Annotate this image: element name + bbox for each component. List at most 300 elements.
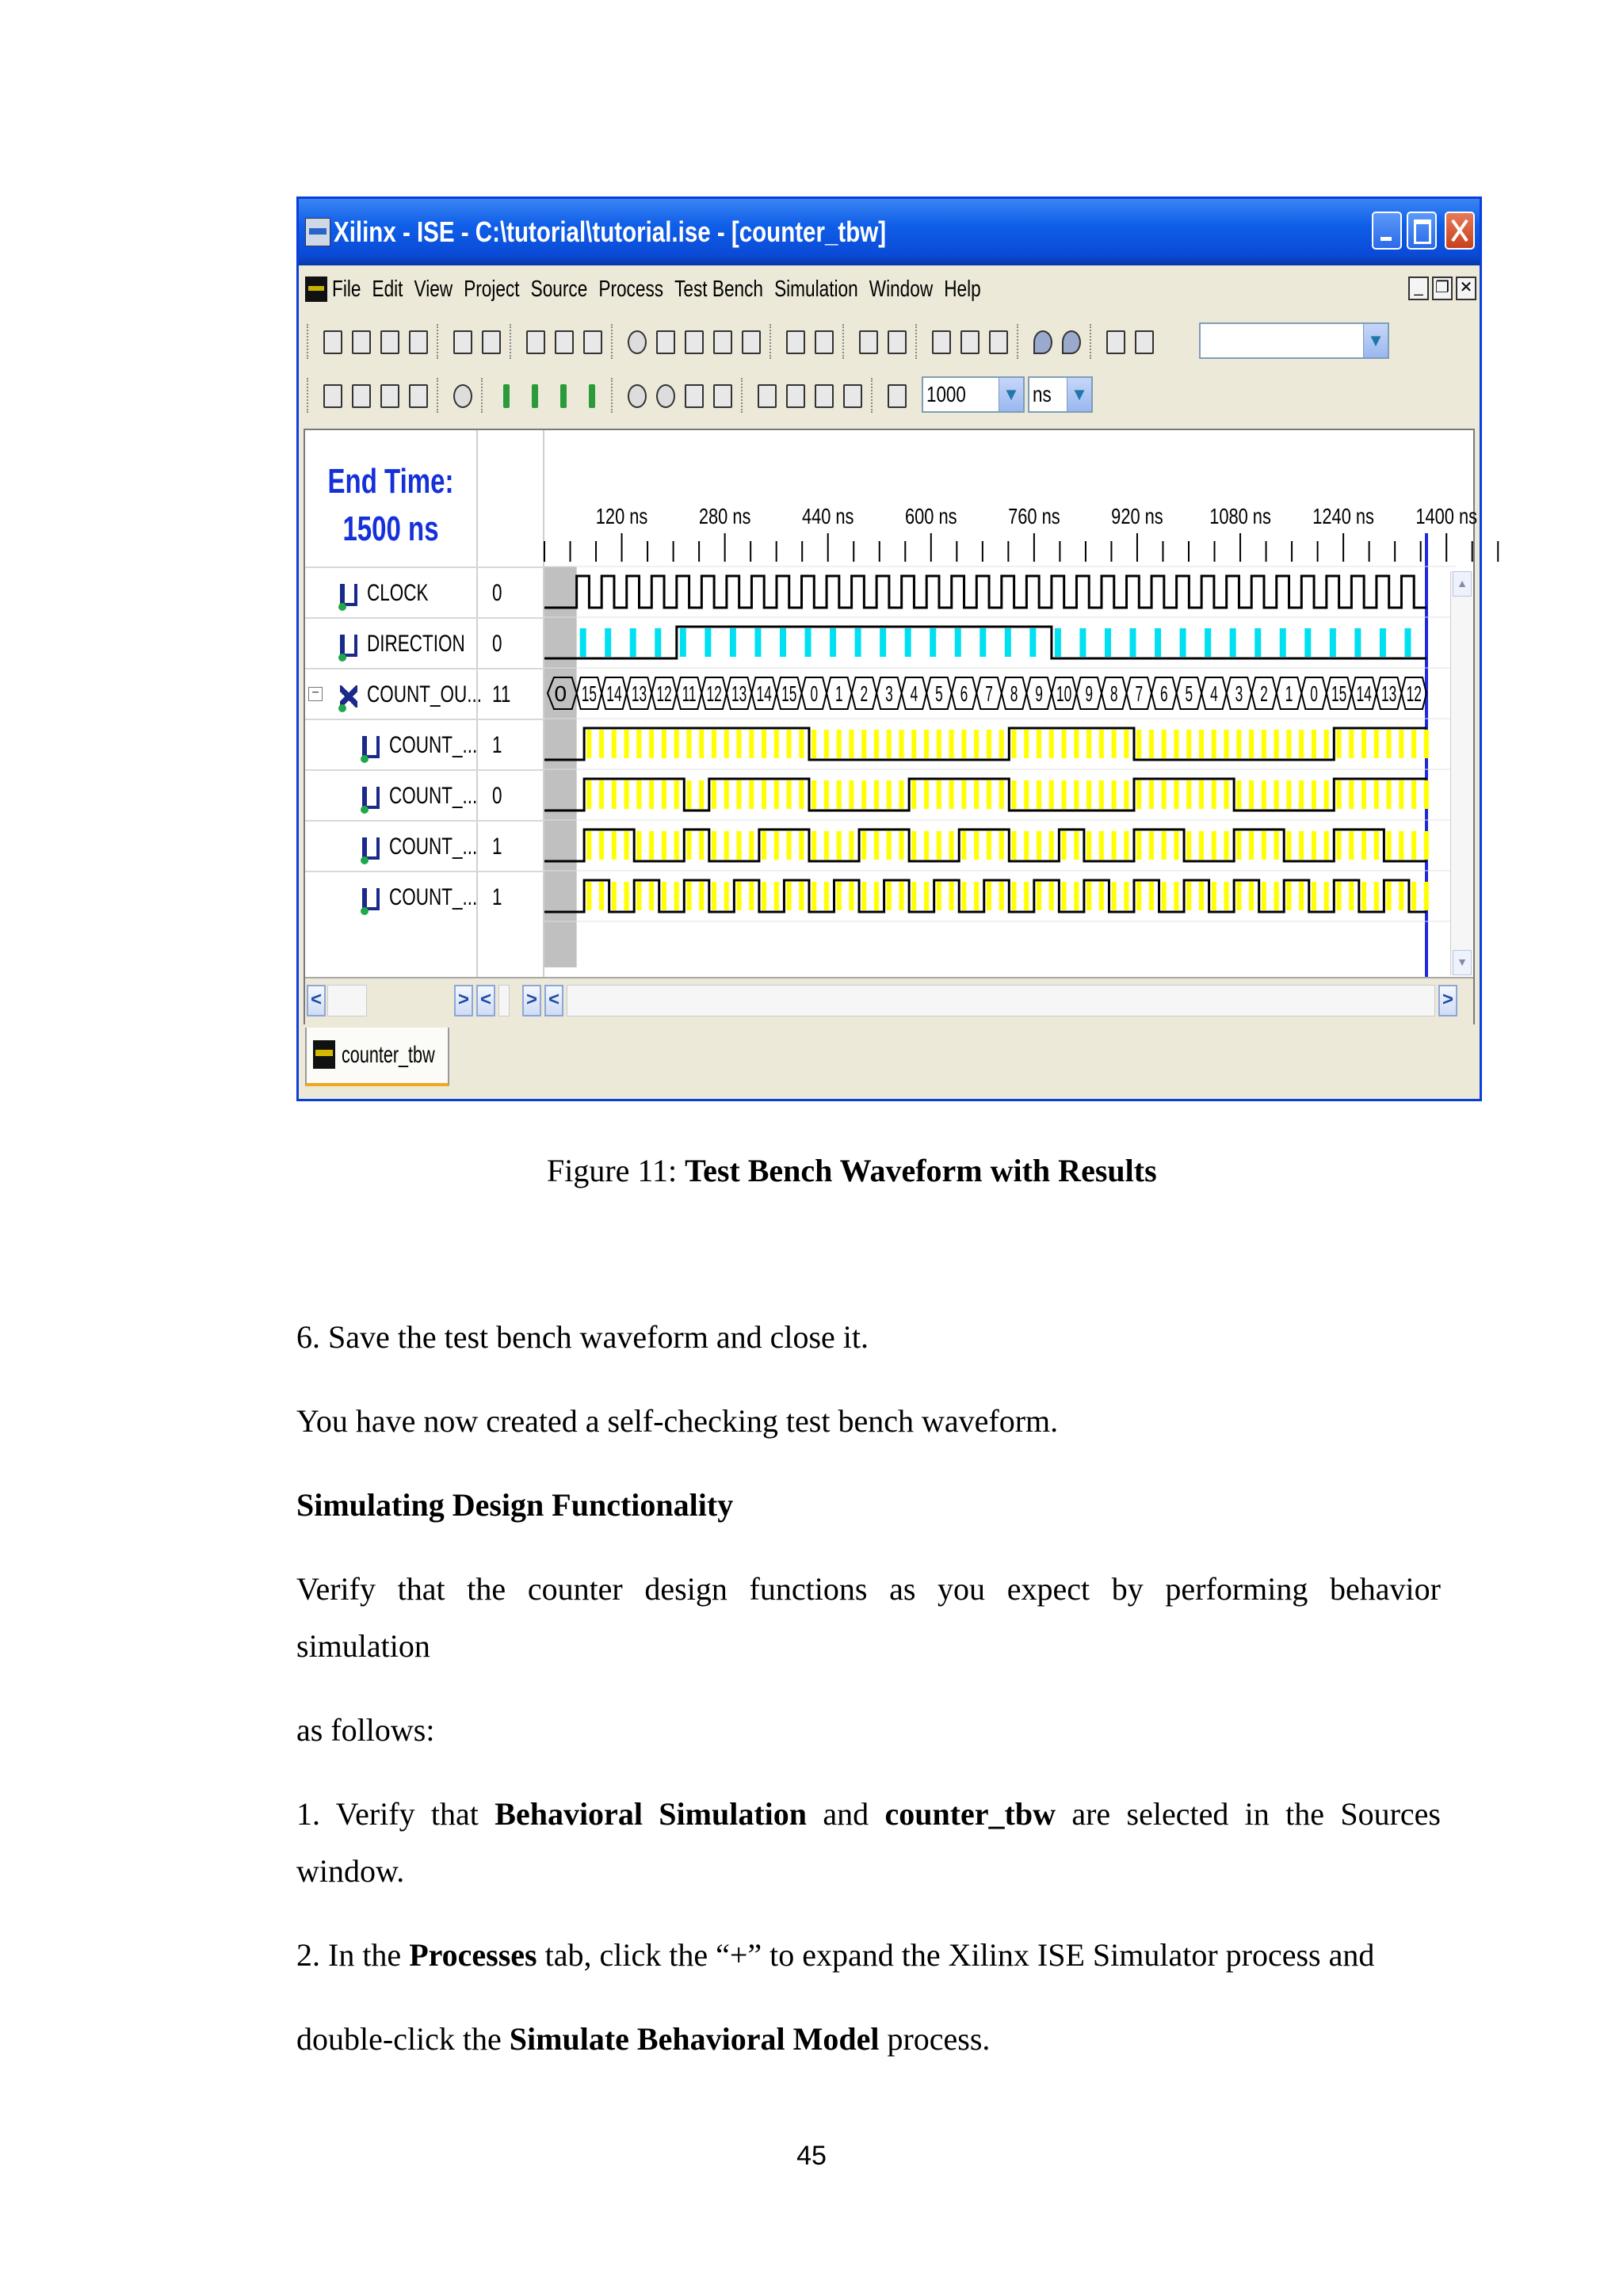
zoom-in-icon[interactable] <box>624 378 649 413</box>
play-icon[interactable] <box>839 378 865 413</box>
signal-row[interactable] <box>305 769 544 820</box>
maximize-button[interactable] <box>1407 212 1437 250</box>
count-bit-stimulus-mark <box>887 831 892 860</box>
count-bit-stimulus-mark <box>1174 780 1178 809</box>
run-for-time-icon[interactable] <box>884 378 909 413</box>
direction-stimulus-mark <box>1155 628 1161 657</box>
count-bit-stimulus-mark <box>1049 882 1054 910</box>
count-bit-stimulus-mark <box>712 780 716 809</box>
menu-file[interactable]: File <box>332 277 361 302</box>
count-bit-stimulus-mark <box>1236 882 1241 910</box>
bit-signal-icon <box>362 731 386 763</box>
count-bit-stimulus-mark <box>961 730 966 758</box>
search-combo[interactable] <box>1199 322 1389 359</box>
time-tick-label: 440 ns <box>801 504 854 529</box>
count-bit-stimulus-mark <box>1361 831 1366 860</box>
count-bit-stimulus-mark <box>1274 831 1279 860</box>
count-bit-stimulus-mark <box>1299 831 1304 860</box>
document-waveform-icon[interactable] <box>305 277 327 302</box>
count-bit-stimulus-mark <box>762 882 766 910</box>
count-bit-stimulus-mark <box>1024 780 1029 809</box>
count-bit-stimulus-mark <box>1011 730 1016 758</box>
lightbulb-icon[interactable] <box>449 378 475 413</box>
count-bit-stimulus-mark <box>612 780 617 809</box>
bus-value-label: 14 <box>606 681 622 707</box>
count-bit-stimulus-mark <box>1199 730 1204 758</box>
count-bit-stimulus-mark <box>1411 882 1416 910</box>
time-tick-label: 1080 ns <box>1209 504 1271 529</box>
copy-icon[interactable] <box>957 324 982 359</box>
count-bit-stimulus-mark <box>1062 730 1067 758</box>
count-bit-stimulus-mark <box>1336 882 1341 910</box>
count-bit-stimulus-mark <box>812 780 816 809</box>
direction-stimulus-mark <box>780 628 786 657</box>
count-bit-stimulus-mark <box>1349 780 1354 809</box>
waveform-canvas[interactable] <box>544 430 1478 977</box>
section-heading: Simulating Design Functionality <box>296 1487 734 1523</box>
properties-icon[interactable] <box>579 324 605 359</box>
figure-caption <box>547 1150 1157 1192</box>
undo-icon[interactable] <box>1029 324 1055 359</box>
count-bit-stimulus-mark <box>1186 780 1191 809</box>
count-bit-stimulus-mark <box>1112 882 1117 910</box>
values-scroll-thumb[interactable] <box>498 985 510 1016</box>
bus-signal-icon <box>340 681 364 712</box>
count-bit-stimulus-mark <box>911 882 916 910</box>
count-bit-stimulus-mark <box>662 730 666 758</box>
bus-value-label: 5 <box>1185 681 1193 707</box>
count-bit-stimulus-mark <box>586 780 591 809</box>
scroll-left-icon[interactable]: < <box>307 985 326 1016</box>
help-pointer-icon[interactable] <box>884 324 909 359</box>
count-bit-stimulus-mark <box>662 780 666 809</box>
menu-view[interactable]: View <box>414 277 453 302</box>
mdi-close-button[interactable]: ✕ <box>1456 277 1476 300</box>
bus-value-label: 10 <box>1056 681 1072 707</box>
settings-gear-icon[interactable] <box>624 324 649 359</box>
count-bit-stimulus-mark <box>674 882 679 910</box>
run-time-unit-select[interactable]: ns ▼ <box>1028 376 1093 413</box>
hierarchy-refresh-icon[interactable] <box>738 324 763 359</box>
count-bit-stimulus-mark <box>961 780 966 809</box>
count-bit-stimulus-mark <box>1336 831 1341 860</box>
count-bit-stimulus-mark <box>674 780 679 809</box>
step-forward-icon[interactable] <box>579 378 605 413</box>
count-bit-stimulus-mark <box>1312 882 1316 910</box>
count-bit-stimulus-mark <box>699 780 704 809</box>
zoom-full-icon[interactable] <box>709 378 735 413</box>
menu-edit[interactable]: Edit <box>372 277 403 302</box>
hierarchy-add-icon[interactable] <box>681 324 706 359</box>
time-tick-label: 1400 ns <box>1415 504 1478 529</box>
signal-name: COUNT_OU... <box>367 681 483 707</box>
scroll-up-icon[interactable]: ▲ <box>1453 571 1472 597</box>
direction-stimulus-mark <box>580 628 586 657</box>
count-bit-stimulus-mark <box>1286 882 1291 910</box>
count-bit-stimulus-mark <box>949 780 954 809</box>
count-bit-stimulus-mark <box>1062 780 1067 809</box>
signal-name: COUNT_... <box>389 732 478 758</box>
count-bit-stimulus-mark <box>624 780 629 809</box>
count-bit-stimulus-mark <box>1236 730 1241 758</box>
count-bit-stimulus-mark <box>1049 831 1054 860</box>
bit-signal-icon <box>362 883 386 915</box>
signal-row[interactable] <box>305 617 544 668</box>
count-bit-stimulus-mark <box>1174 831 1178 860</box>
count-bit-stimulus-mark <box>774 730 779 758</box>
print-preview-icon[interactable] <box>478 324 503 359</box>
count-bit-stimulus-mark <box>899 730 904 758</box>
count-bit-stimulus-mark <box>662 882 666 910</box>
refresh-icon[interactable] <box>811 324 836 359</box>
paste-icon[interactable] <box>985 324 1010 359</box>
count-bit-stimulus-mark <box>1124 831 1128 860</box>
count-bit-stimulus-mark <box>749 882 754 910</box>
count-bit-stimulus-mark <box>812 882 816 910</box>
time-tick-label: 920 ns <box>1111 504 1163 529</box>
ise-window <box>296 196 1482 1101</box>
direction-stimulus-mark <box>1055 628 1061 657</box>
count-bit-stimulus-mark <box>887 730 892 758</box>
time-tick-label: 1240 ns <box>1312 504 1374 529</box>
count-bit-stimulus-mark <box>849 730 854 758</box>
count-bit-stimulus-mark <box>1411 780 1416 809</box>
clock-trace <box>544 576 1426 608</box>
count-bit-stimulus-mark <box>1324 882 1329 910</box>
save-all-icon[interactable] <box>405 324 430 359</box>
count-bit-stimulus-mark <box>949 882 954 910</box>
step-1-line-2: window. <box>296 1853 405 1889</box>
step-2-line-1: 2. In the Processes tab, click the “+” to expand the Xilinx ISE Simulator process and <box>296 1937 1375 1973</box>
count-bit-stimulus-mark <box>636 882 641 910</box>
count-bit-stimulus-mark <box>824 730 829 758</box>
count-bit-stimulus-mark <box>1286 730 1291 758</box>
minimize-button[interactable] <box>1372 212 1402 250</box>
hierarchy-icon[interactable] <box>652 324 678 359</box>
mdi-minimize-button[interactable]: _ <box>1408 277 1429 300</box>
count-bit-stimulus-mark <box>1361 882 1366 910</box>
bus-value-label: 15 <box>581 681 598 707</box>
new-file-icon[interactable] <box>319 324 345 359</box>
count-bit-stimulus-mark <box>1136 831 1141 860</box>
count-bit-stimulus-mark <box>1424 780 1429 809</box>
count-bit-stimulus-mark <box>724 730 729 758</box>
count-bit-stimulus-mark <box>1112 780 1117 809</box>
count-bit-stimulus-mark <box>1274 780 1279 809</box>
document-tabs <box>304 1028 1475 1096</box>
signal-value: 0 <box>492 631 502 657</box>
count-bit-stimulus-mark <box>624 730 629 758</box>
step-back-icon[interactable] <box>551 378 576 413</box>
collapse-icon[interactable]: − <box>308 687 323 701</box>
ise-app-icon <box>305 218 330 246</box>
count-bit-stimulus-mark <box>1299 780 1304 809</box>
count-bit-stimulus-mark <box>824 882 829 910</box>
count-bit-stimulus-mark <box>974 831 979 860</box>
count-bit-stimulus-mark <box>1361 780 1366 809</box>
bit-signal-icon <box>362 782 386 814</box>
count-bit-stimulus-mark <box>787 730 792 758</box>
cascade-windows-icon[interactable] <box>319 378 345 413</box>
tile-horizontal-icon[interactable] <box>348 378 373 413</box>
signal-value: 1 <box>492 833 502 860</box>
count-bit-stimulus-mark <box>787 831 792 860</box>
standard-toolbar <box>299 316 1480 368</box>
tab-label: counter_tbw <box>342 1042 435 1068</box>
count-bit-stimulus-mark <box>1011 780 1016 809</box>
close-button[interactable] <box>1445 212 1475 250</box>
count-bit-stimulus-mark <box>1224 831 1229 860</box>
count-bit-stimulus-mark <box>612 831 617 860</box>
menu-list <box>332 265 992 313</box>
count-bit-stimulus-mark <box>799 780 804 809</box>
count-bit-stimulus-mark <box>974 730 979 758</box>
count-bit-stimulus-mark <box>849 831 854 860</box>
find-icon[interactable] <box>1102 324 1128 359</box>
scroll-right-icon[interactable]: > <box>522 985 541 1016</box>
print-icon[interactable] <box>449 324 475 359</box>
count-bit-stimulus-mark <box>812 730 816 758</box>
count-bit-stimulus-mark <box>599 882 604 910</box>
end-time-display <box>305 430 476 566</box>
scroll-right-icon[interactable]: > <box>1438 985 1457 1016</box>
bus-value-label: 15 <box>1331 681 1347 707</box>
count-bit-stimulus-mark <box>1374 882 1379 910</box>
count-bit-stimulus-mark <box>1399 780 1403 809</box>
edit-document-icon[interactable] <box>551 324 576 359</box>
count-bit-stimulus-mark <box>1349 882 1354 910</box>
direction-stimulus-mark <box>605 628 611 657</box>
signal-row[interactable] <box>305 719 544 769</box>
bus-value-label: 4 <box>910 681 918 707</box>
window-title: Xilinx - ISE - C:\tutorial\tutorial.ise - [counter_tbw] <box>334 215 887 248</box>
caption-prefix: Figure 11: <box>547 1153 685 1188</box>
tab-counter-tbw[interactable] <box>305 1028 449 1086</box>
count-bit-stimulus-mark <box>1024 730 1029 758</box>
count-bit-stimulus-mark <box>1186 831 1191 860</box>
direction-stimulus-mark <box>1029 628 1036 657</box>
bus-value-label: 8 <box>1010 681 1018 707</box>
signal-value: 0 <box>492 580 502 606</box>
count-bit-stimulus-mark <box>774 882 779 910</box>
count-bit-stimulus-mark <box>749 831 754 860</box>
zoom-out-icon[interactable] <box>652 378 678 413</box>
bus-value-label: 3 <box>885 681 893 707</box>
count-bit-stimulus-mark <box>686 780 691 809</box>
tile-vertical-icon[interactable] <box>376 378 402 413</box>
direction-stimulus-mark <box>930 628 936 657</box>
pause-icon[interactable] <box>782 378 808 413</box>
count-bit-stimulus-mark <box>1212 730 1216 758</box>
step-1-line-1: 1. Verify that Behavioral Simulation and counter_tbw are selected in the Sources <box>296 1796 1441 1832</box>
count-bit-stimulus-mark <box>774 831 779 860</box>
count-bit-stimulus-mark <box>899 831 904 860</box>
signal-row[interactable] <box>305 566 544 617</box>
tools-icon[interactable] <box>855 324 880 359</box>
count-bit-stimulus-mark <box>1387 780 1392 809</box>
count-bit-stimulus-mark <box>686 882 691 910</box>
count-bit-stimulus-mark <box>737 882 742 910</box>
bus-value-label: 0 <box>1310 681 1318 707</box>
time-tick-label: 120 ns <box>595 504 648 529</box>
count-bit-stimulus-mark <box>724 882 729 910</box>
count-bit-stimulus-mark <box>1262 730 1266 758</box>
run-time-field[interactable]: 1000 ▼ <box>922 376 1025 413</box>
count-bit-stimulus-mark <box>1086 730 1091 758</box>
open-file-icon[interactable] <box>348 324 373 359</box>
count-bit-stimulus-mark <box>1387 882 1392 910</box>
count-bit-stimulus-mark <box>1424 882 1429 910</box>
find-in-files-icon[interactable] <box>1131 324 1156 359</box>
count-bit-stimulus-mark <box>1374 730 1379 758</box>
count-bit-stimulus-mark <box>1074 882 1079 910</box>
direction-stimulus-mark <box>680 628 686 657</box>
edit-source-icon[interactable] <box>522 324 548 359</box>
count-bit-stimulus-mark <box>1236 780 1241 809</box>
restart-icon[interactable] <box>754 378 779 413</box>
count-bit-stimulus-mark <box>849 882 854 910</box>
count-bit-stimulus-mark <box>837 780 842 809</box>
count-bit-stimulus-mark <box>1424 730 1429 758</box>
bus-value-label: 13 <box>1381 681 1397 707</box>
count-bit-stimulus-mark <box>1149 882 1154 910</box>
waveform-pane <box>304 429 1478 1024</box>
names-scroll-thumb[interactable] <box>327 985 367 1016</box>
bus-value-label: 3 <box>1235 681 1243 707</box>
count-bit-stimulus-mark <box>1336 780 1341 809</box>
bus-value-label: 7 <box>1135 681 1144 707</box>
vertical-scrollbar[interactable] <box>1450 571 1473 975</box>
save-icon[interactable] <box>376 324 402 359</box>
count-bit-stimulus-mark <box>1049 780 1054 809</box>
count-bit-stimulus-mark <box>899 780 904 809</box>
count-bit-stimulus-mark <box>1186 730 1191 758</box>
menu-window[interactable]: Window <box>869 277 934 302</box>
chevron-down-icon[interactable]: ▼ <box>1363 324 1388 357</box>
count-bit-stimulus-mark <box>1074 780 1079 809</box>
direction-stimulus-mark <box>754 628 761 657</box>
bus-value-label: 4 <box>1210 681 1218 707</box>
chevron-down-icon[interactable]: ▼ <box>999 378 1023 411</box>
direction-stimulus-mark <box>880 628 886 657</box>
step-icon[interactable] <box>811 378 836 413</box>
add-marker-icon[interactable] <box>494 378 519 413</box>
menu-test-bench[interactable]: Test Bench <box>674 277 764 302</box>
count-bit-stimulus-mark <box>686 831 691 860</box>
new-window-icon[interactable] <box>405 378 430 413</box>
menu-project[interactable]: Project <box>464 277 520 302</box>
count-bit-stimulus-mark <box>1174 882 1178 910</box>
count-bit-stimulus-mark <box>1024 882 1029 910</box>
hierarchy-remove-icon[interactable] <box>709 324 735 359</box>
menu-process[interactable]: Process <box>598 277 664 302</box>
count-bit-stimulus-mark <box>1212 831 1216 860</box>
bus-value-label: 1 <box>834 681 843 707</box>
signal-row[interactable] <box>305 871 544 921</box>
count-bit-stimulus-mark <box>1336 730 1341 758</box>
menu-simulation[interactable]: Simulation <box>774 277 858 302</box>
signal-row[interactable] <box>305 668 544 719</box>
direction-stimulus-mark <box>1380 628 1386 657</box>
count-bit-stimulus-mark <box>1387 730 1392 758</box>
caption-title: Test Bench Waveform with Results <box>685 1153 1157 1188</box>
count-bit-stimulus-mark <box>1224 780 1229 809</box>
horizontal-scrollbars <box>305 977 1473 1024</box>
end-time-label: End Time: <box>327 462 454 501</box>
zoom-fit-icon[interactable] <box>681 378 706 413</box>
direction-stimulus-mark <box>905 628 911 657</box>
bit-signal-icon <box>362 833 386 864</box>
count-bit-stimulus-mark <box>987 780 991 809</box>
scroll-left-icon[interactable]: < <box>476 985 495 1016</box>
count-bit-stimulus-mark <box>799 831 804 860</box>
count-bit-stimulus-mark <box>937 780 941 809</box>
direction-stimulus-mark <box>705 628 711 657</box>
count-bit-stimulus-mark <box>1112 831 1117 860</box>
wave-scroll-track[interactable] <box>567 985 1435 1016</box>
count-bit-stimulus-mark <box>861 730 866 758</box>
signal-name: COUNT_... <box>389 884 478 910</box>
redo-icon[interactable] <box>1058 324 1083 359</box>
bus-value-label: 9 <box>1085 681 1094 707</box>
menu-source[interactable]: Source <box>530 277 588 302</box>
scroll-right-icon[interactable]: > <box>454 985 473 1016</box>
time-tick-label: 760 ns <box>1008 504 1060 529</box>
menu-help[interactable]: Help <box>944 277 981 302</box>
direction-stimulus-mark <box>655 628 661 657</box>
bus-value-label: 14 <box>756 681 772 707</box>
bus-value-label: 5 <box>935 681 943 707</box>
bus-value-label: 15 <box>781 681 797 707</box>
run-icon[interactable] <box>522 378 548 413</box>
chevron-down-icon[interactable]: ▼ <box>1067 378 1091 411</box>
count-bit-stimulus-mark <box>1212 882 1216 910</box>
count-bit-stimulus-mark <box>1162 730 1167 758</box>
count-bit-stimulus-mark <box>612 730 617 758</box>
count-bit-stimulus-mark <box>586 831 591 860</box>
count-bit-stimulus-mark <box>824 780 829 809</box>
direction-stimulus-mark <box>1254 628 1261 657</box>
signal-value: 1 <box>492 884 502 910</box>
count-bit-stimulus-mark <box>1324 831 1329 860</box>
created-text: You have now created a self-checking test bench waveform. <box>296 1403 1059 1439</box>
count-bit-stimulus-mark <box>1249 882 1254 910</box>
menu-bar <box>299 265 1480 313</box>
title-bar[interactable] <box>299 199 1480 265</box>
count-bit-stimulus-mark <box>999 831 1004 860</box>
direction-stimulus-mark <box>1280 628 1286 657</box>
count-bit-stimulus-mark <box>1411 831 1416 860</box>
count-bit-stimulus-mark <box>749 730 754 758</box>
bus-value-label: 13 <box>731 681 747 707</box>
count-bit-stimulus-mark <box>636 780 641 809</box>
count-bit-stimulus-mark <box>1224 730 1229 758</box>
scroll-left-icon[interactable]: < <box>544 985 563 1016</box>
count-bit-stimulus-mark <box>1299 882 1304 910</box>
direction-stimulus-mark <box>805 628 812 657</box>
mdi-restore-button[interactable]: ❐ <box>1432 277 1453 300</box>
signal-row[interactable] <box>305 820 544 871</box>
wizard-icon[interactable] <box>782 324 808 359</box>
count-bit-stimulus-mark <box>911 730 916 758</box>
direction-stimulus-mark <box>1230 628 1236 657</box>
direction-stimulus-mark <box>730 628 736 657</box>
count-bit-stimulus-mark <box>774 780 779 809</box>
scroll-down-icon[interactable]: ▼ <box>1453 950 1472 975</box>
count-bit-stimulus-mark <box>887 780 892 809</box>
cut-icon[interactable] <box>928 324 953 359</box>
count-bit-stimulus-mark <box>1124 730 1128 758</box>
